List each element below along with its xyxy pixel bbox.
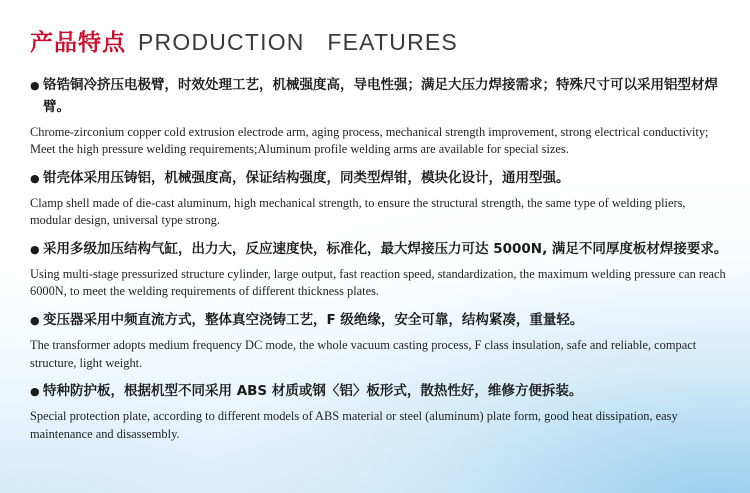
feature-english-text: Clamp shell made of die-cast aluminum, high mechanical strength, to ensure the structural strength, the same type of welding pliers, modular design, universal type strong. — [30, 195, 686, 228]
feature-chinese-line — [30, 239, 728, 261]
bullet-icon: ● — [30, 243, 40, 257]
bullet-icon: ● — [30, 79, 40, 92]
feature-item — [30, 75, 728, 159]
bullet-icon: ● — [30, 385, 40, 399]
feature-english-text: Chrome-zirconium copper cold extrusion electrode arm, aging process, mechanical strength improvement, strong electrical conductivity; Meet the high pressure welding requirements;Aluminum profile welding arms are available for special sizes. — [30, 124, 709, 157]
feature-item — [30, 310, 728, 372]
feature-chinese-line — [30, 310, 728, 332]
page-title — [30, 24, 728, 57]
feature-chinese-line — [30, 168, 728, 190]
feature-english-text: The transformer adopts medium frequency DC mode, the whole vacuum casting process, F class insulation, safe and reliable, compact structure, light weight. — [30, 337, 697, 370]
feature-chinese-text: 特种防护板，根据机型不同采用 ABS 材质或钢〈铝〉板形式，散热性好，维修方便拆装。 — [43, 383, 583, 400]
feature-chinese-text: 钳壳体采用压铸铝，机械强度高，保证结构强度，同类型焊钳，模块化设计，通用型强。 — [43, 169, 570, 186]
bullet-icon: ● — [30, 314, 40, 328]
bullet-icon: ● — [30, 171, 40, 185]
page-title-english: PRODUCTION FEATURES — [138, 29, 458, 55]
feature-item — [30, 381, 728, 443]
feature-chinese-line — [30, 75, 728, 119]
feature-item — [30, 168, 728, 230]
feature-english-text: Special protection plate, according to different models of ABS material or steel (aluminum) plate form, good heat dissipation, easy maintenance and disassembly. — [30, 409, 678, 441]
feature-chinese-line — [30, 381, 728, 403]
feature-chinese-text: 采用多级加压结构气缸，出力大，反应速度快，标准化，最大焊接压力可达 5000N, 满足不同厚度板材焊接要求。 — [43, 241, 728, 258]
content-area — [30, 24, 728, 443]
feature-english-text: Using multi-stage pressurized structure cylinder, large output, fast reaction speed, standardization, the maximum welding pressure can reach 6000N, to meet the welding requirements of different thickness plates. — [30, 266, 726, 299]
feature-chinese-text: 铬锆铜冷挤压电极臂，时效处理工艺，机械强度高，导电性强；满足大压力焊接需求；特殊尺寸可以采用铝型材焊臂。 — [43, 77, 718, 115]
feature-item — [30, 239, 728, 301]
feature-chinese-text: 变压器采用中频直流方式，整体真空浇铸工艺，F 级绝缘，安全可靠，结构紧凑，重量轻。 — [43, 312, 584, 329]
page-title-chinese: 产品特点 — [30, 30, 126, 56]
